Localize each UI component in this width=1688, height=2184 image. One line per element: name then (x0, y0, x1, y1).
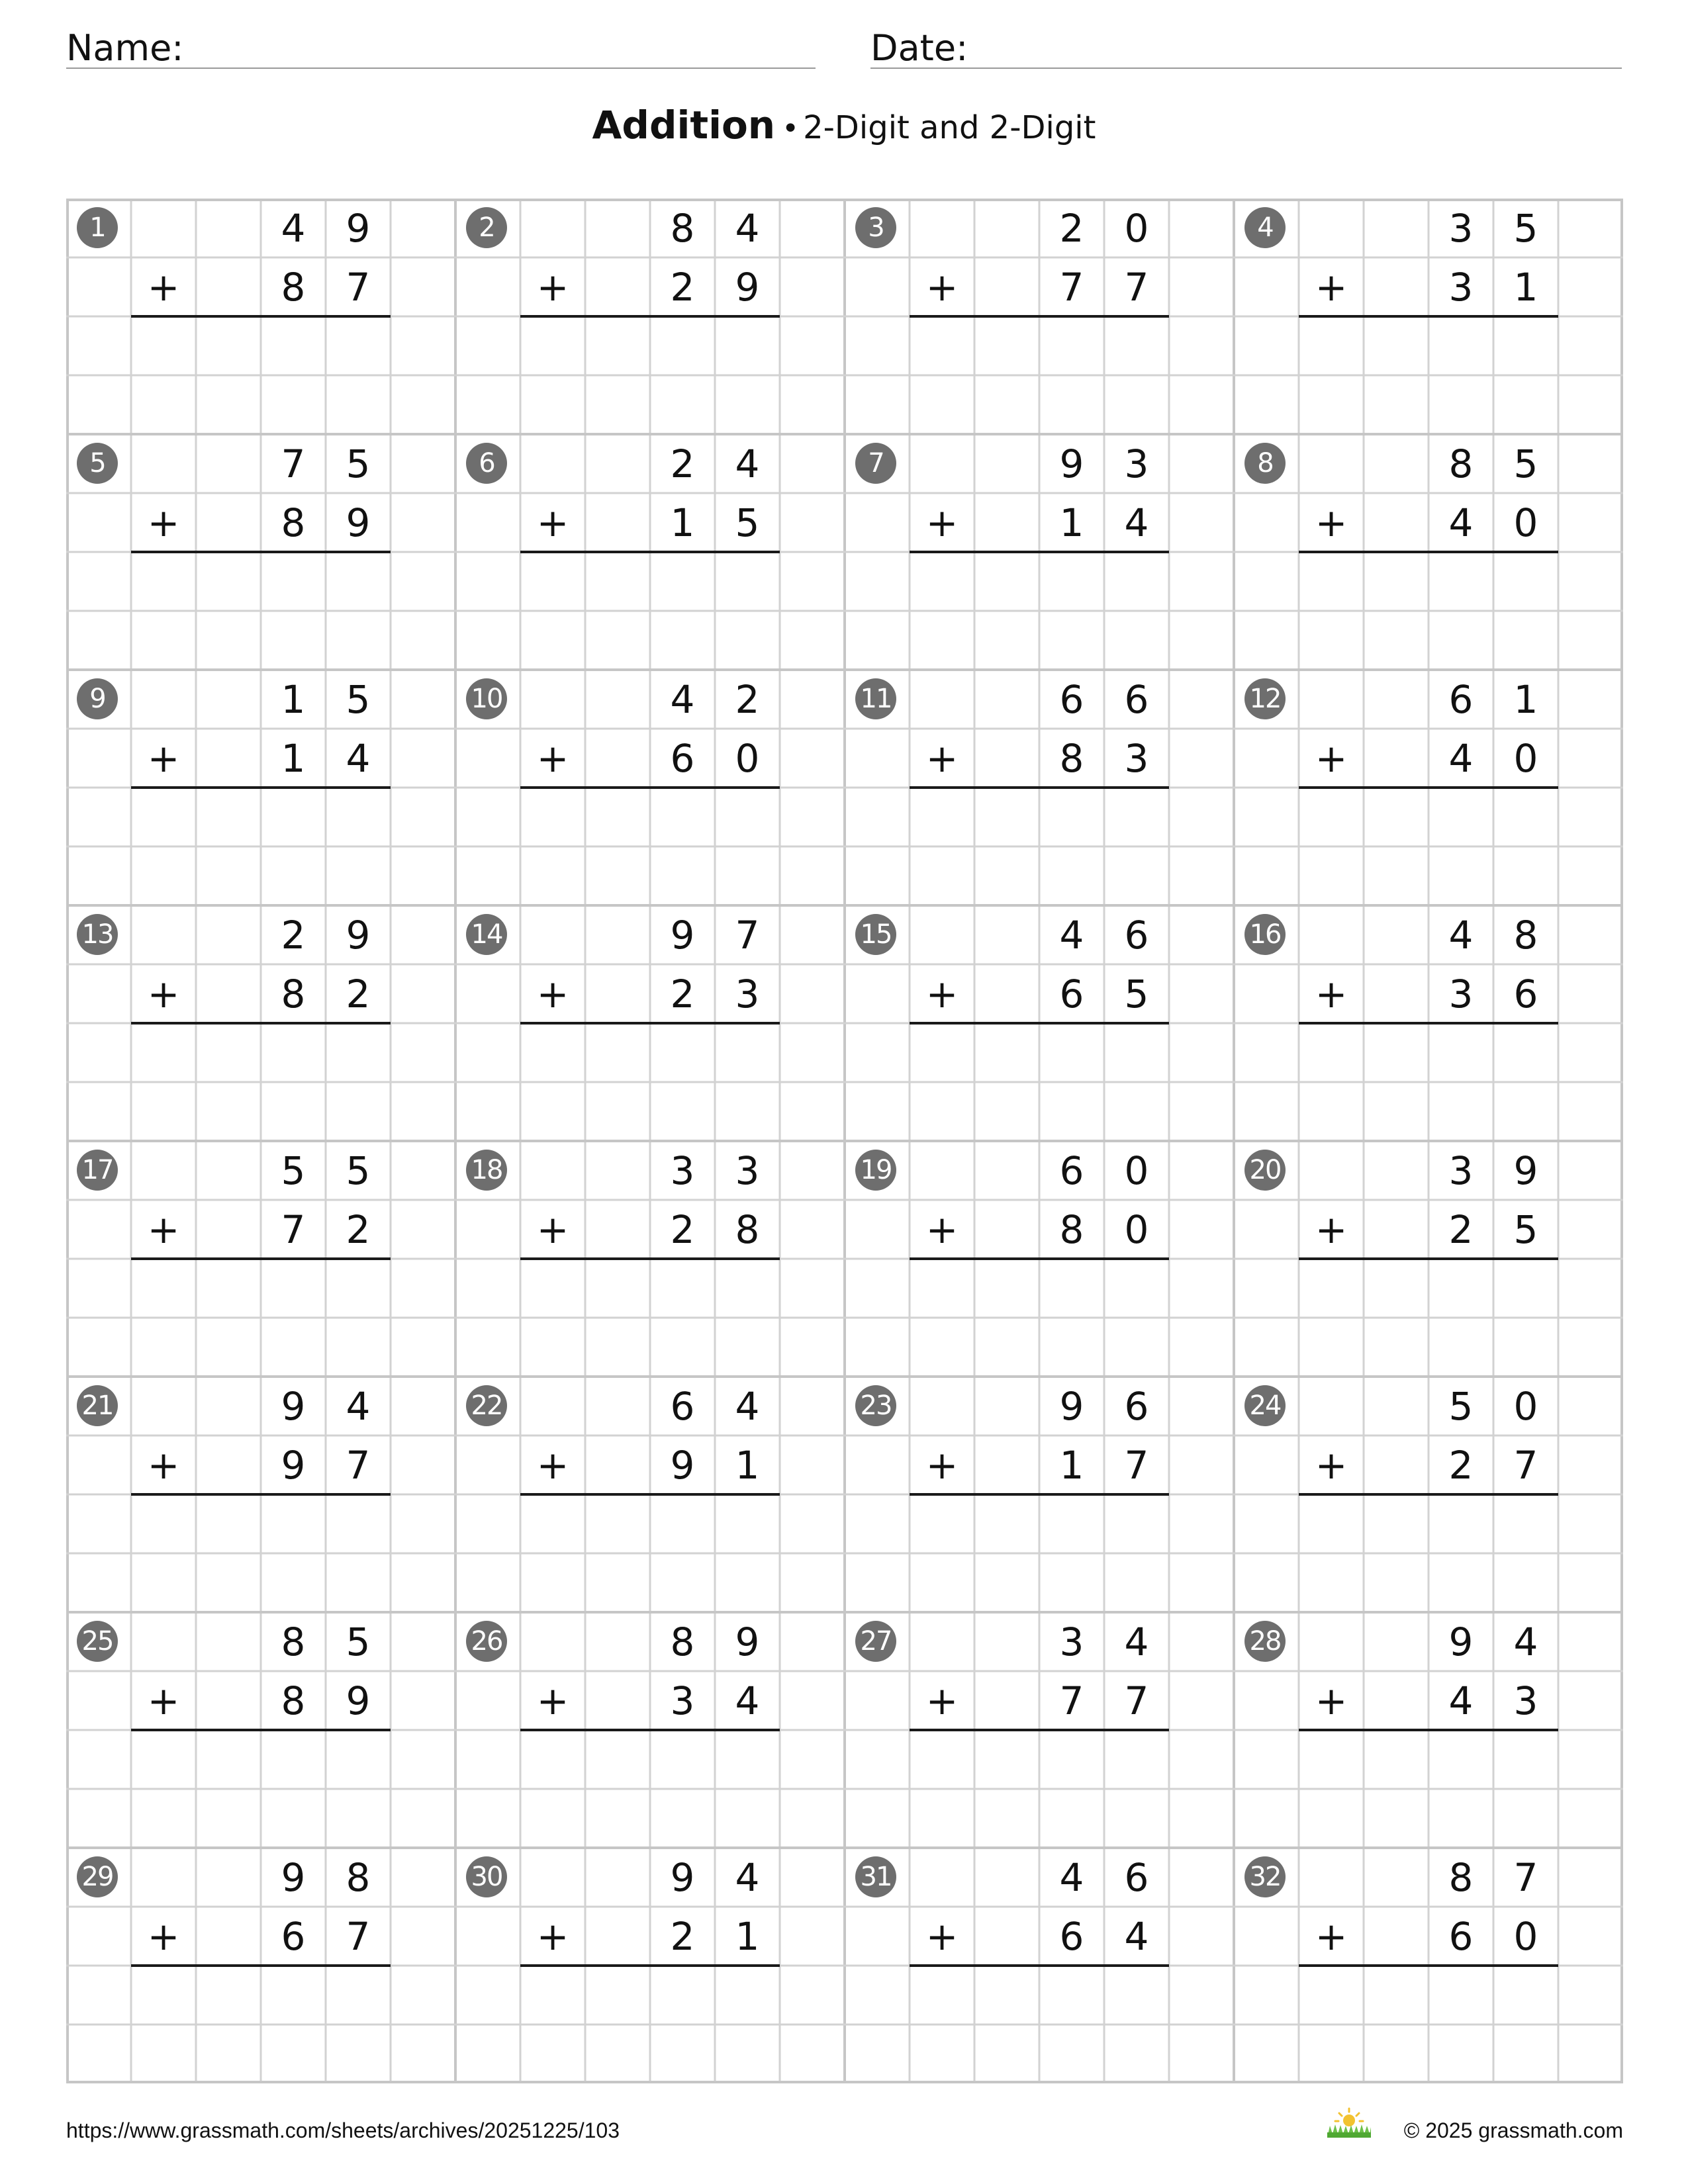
bottom-tens-digit: 2 (670, 971, 695, 1017)
top-tens-digit: 2 (670, 441, 695, 486)
date-label: Date: (870, 27, 968, 69)
name-label: Name: (66, 27, 184, 69)
top-tens-digit: 2 (1059, 205, 1084, 251)
problem-number-badge: 23 (855, 1385, 896, 1426)
problem-number-badge: 21 (77, 1385, 118, 1426)
bottom-ones-digit: 0 (1513, 735, 1538, 781)
top-ones-digit: 6 (1124, 676, 1149, 722)
top-ones-digit: 7 (735, 912, 760, 958)
plus-sign: + (147, 1206, 180, 1252)
problem-number-badge: 1 (77, 207, 118, 248)
plus-sign: + (536, 735, 569, 781)
top-ones-digit: 9 (346, 912, 371, 958)
plus-sign: + (147, 1678, 180, 1723)
date-field[interactable] (870, 20, 1622, 69)
bottom-ones-digit: 7 (346, 1442, 371, 1488)
plus-sign: + (147, 500, 180, 545)
top-tens-digit: 6 (1059, 676, 1084, 722)
bottom-tens-digit: 4 (1448, 1678, 1474, 1723)
bottom-tens-digit: 1 (670, 500, 695, 545)
bottom-ones-digit: 7 (346, 264, 371, 310)
bottom-ones-digit: 6 (1513, 971, 1538, 1017)
top-ones-digit: 4 (1513, 1619, 1538, 1664)
bottom-ones-digit: 4 (346, 735, 371, 781)
bottom-tens-digit: 8 (281, 971, 306, 1017)
title-subtitle: 2-Digit and 2-Digit (803, 109, 1096, 146)
footer-copyright: © 2025 grassmath.com (1403, 2118, 1623, 2142)
top-tens-digit: 4 (1059, 1854, 1084, 1900)
bottom-ones-digit: 0 (1513, 500, 1538, 545)
plus-sign: + (1315, 500, 1348, 545)
bottom-ones-digit: 9 (346, 500, 371, 545)
top-ones-digit: 9 (735, 1619, 760, 1664)
bottom-tens-digit: 9 (670, 1442, 695, 1488)
problem-number-badge: 28 (1244, 1621, 1286, 1662)
top-tens-digit: 3 (670, 1148, 695, 1193)
top-ones-digit: 0 (1124, 205, 1149, 251)
bottom-ones-digit: 7 (1124, 1442, 1149, 1488)
problem-number-badge: 12 (1244, 678, 1286, 719)
top-tens-digit: 7 (281, 441, 306, 486)
top-ones-digit: 2 (735, 676, 760, 722)
bottom-ones-digit: 7 (1124, 264, 1149, 310)
bottom-ones-digit: 1 (735, 1913, 760, 1959)
problem-number-badge: 18 (466, 1150, 507, 1191)
top-ones-digit: 3 (1124, 441, 1149, 486)
bottom-ones-digit: 7 (1124, 1678, 1149, 1723)
plus-sign: + (536, 1678, 569, 1723)
problem-grid (66, 199, 1623, 2085)
top-ones-digit: 5 (346, 676, 371, 722)
top-ones-digit: 5 (1513, 441, 1538, 486)
plus-sign: + (536, 500, 569, 545)
problem-number-badge: 17 (77, 1150, 118, 1191)
problem-number-badge: 19 (855, 1150, 896, 1191)
plus-sign: + (1315, 735, 1348, 781)
title-bullet: • (782, 112, 800, 146)
problem-number-badge: 16 (1244, 914, 1286, 955)
top-ones-digit: 6 (1124, 1854, 1149, 1900)
top-tens-digit: 4 (670, 676, 695, 722)
top-ones-digit: 7 (1513, 1854, 1538, 1900)
top-tens-digit: 2 (281, 912, 306, 958)
bottom-tens-digit: 3 (1448, 971, 1474, 1017)
plus-sign: + (536, 1206, 569, 1252)
bottom-tens-digit: 3 (1448, 264, 1474, 310)
problem-number-badge: 25 (77, 1621, 118, 1662)
top-ones-digit: 1 (1513, 676, 1538, 722)
problem-number-badge: 2 (466, 207, 507, 248)
top-ones-digit: 6 (1124, 1383, 1149, 1429)
plus-sign: + (147, 971, 180, 1017)
bottom-tens-digit: 7 (1059, 1678, 1084, 1723)
bottom-ones-digit: 5 (1124, 971, 1149, 1017)
top-ones-digit: 5 (346, 441, 371, 486)
bottom-ones-digit: 3 (1124, 735, 1149, 781)
top-tens-digit: 3 (1448, 1148, 1474, 1193)
top-tens-digit: 9 (1059, 1383, 1084, 1429)
bottom-ones-digit: 0 (1124, 1206, 1149, 1252)
top-tens-digit: 8 (670, 205, 695, 251)
bottom-ones-digit: 9 (735, 264, 760, 310)
problem-number-badge: 24 (1244, 1385, 1286, 1426)
problem-number-badge: 31 (855, 1856, 896, 1897)
top-tens-digit: 8 (1448, 441, 1474, 486)
grass-sun-logo-icon (1326, 2107, 1372, 2138)
bottom-tens-digit: 8 (281, 264, 306, 310)
problem-number-badge: 22 (466, 1385, 507, 1426)
problem-number-badge: 11 (855, 678, 896, 719)
plus-sign: + (925, 1206, 959, 1252)
bottom-tens-digit: 7 (281, 1206, 306, 1252)
problem-number-badge: 4 (1244, 207, 1286, 248)
plus-sign: + (1315, 1206, 1348, 1252)
plus-sign: + (925, 264, 959, 310)
bottom-tens-digit: 9 (281, 1442, 306, 1488)
top-ones-digit: 6 (1124, 912, 1149, 958)
problem-number-badge: 5 (77, 443, 118, 484)
top-tens-digit: 9 (670, 1854, 695, 1900)
plus-sign: + (536, 1913, 569, 1959)
bottom-tens-digit: 2 (670, 264, 695, 310)
bottom-tens-digit: 8 (1059, 735, 1084, 781)
problem-number-badge: 6 (466, 443, 507, 484)
top-tens-digit: 6 (1059, 1148, 1084, 1193)
bottom-ones-digit: 2 (346, 1206, 371, 1252)
bottom-tens-digit: 1 (281, 735, 306, 781)
problem-number-badge: 30 (466, 1856, 507, 1897)
bottom-tens-digit: 8 (281, 500, 306, 545)
plus-sign: + (1315, 971, 1348, 1017)
top-ones-digit: 4 (735, 1854, 760, 1900)
bottom-ones-digit: 7 (1513, 1442, 1538, 1488)
bottom-tens-digit: 4 (1448, 735, 1474, 781)
top-tens-digit: 3 (1448, 205, 1474, 251)
bottom-tens-digit: 6 (1059, 1913, 1084, 1959)
top-tens-digit: 5 (1448, 1383, 1474, 1429)
bottom-tens-digit: 2 (1448, 1206, 1474, 1252)
top-tens-digit: 1 (281, 676, 306, 722)
top-ones-digit: 8 (346, 1854, 371, 1900)
top-ones-digit: 0 (1124, 1148, 1149, 1193)
problem-number-badge: 3 (855, 207, 896, 248)
top-tens-digit: 5 (281, 1148, 306, 1193)
bottom-ones-digit: 8 (735, 1206, 760, 1252)
bottom-ones-digit: 1 (1513, 264, 1538, 310)
bottom-ones-digit: 9 (346, 1678, 371, 1723)
top-ones-digit: 0 (1513, 1383, 1538, 1429)
plus-sign: + (925, 1442, 959, 1488)
top-tens-digit: 4 (1059, 912, 1084, 958)
top-tens-digit: 4 (1448, 912, 1474, 958)
bottom-tens-digit: 1 (1059, 1442, 1084, 1488)
plus-sign: + (536, 971, 569, 1017)
top-ones-digit: 4 (346, 1383, 371, 1429)
bottom-ones-digit: 2 (346, 971, 371, 1017)
plus-sign: + (925, 971, 959, 1017)
problem-number-badge: 20 (1244, 1150, 1286, 1191)
top-ones-digit: 4 (735, 441, 760, 486)
problem-number-badge: 9 (77, 678, 118, 719)
plus-sign: + (925, 1913, 959, 1959)
bottom-tens-digit: 1 (1059, 500, 1084, 545)
bottom-ones-digit: 5 (735, 500, 760, 545)
bottom-ones-digit: 0 (1513, 1913, 1538, 1959)
top-ones-digit: 5 (1513, 205, 1538, 251)
bottom-tens-digit: 6 (1059, 971, 1084, 1017)
top-ones-digit: 5 (346, 1619, 371, 1664)
plus-sign: + (147, 735, 180, 781)
bottom-tens-digit: 7 (1059, 264, 1084, 310)
plus-sign: + (147, 1442, 180, 1488)
top-ones-digit: 3 (735, 1148, 760, 1193)
problem-number-badge: 13 (77, 914, 118, 955)
plus-sign: + (536, 1442, 569, 1488)
top-ones-digit: 5 (346, 1148, 371, 1193)
bottom-ones-digit: 1 (735, 1442, 760, 1488)
top-tens-digit: 3 (1059, 1619, 1084, 1664)
top-tens-digit: 8 (1448, 1854, 1474, 1900)
top-tens-digit: 4 (281, 205, 306, 251)
problem-number-badge: 14 (466, 914, 507, 955)
top-tens-digit: 8 (670, 1619, 695, 1664)
bottom-ones-digit: 4 (1124, 500, 1149, 545)
footer-url: https://www.grassmath.com/sheets/archives/20251225/103 (66, 2118, 620, 2142)
bottom-ones-digit: 3 (1513, 1678, 1538, 1723)
plus-sign: + (925, 500, 959, 545)
plus-sign: + (925, 1678, 959, 1723)
top-ones-digit: 4 (735, 205, 760, 251)
problem-number-badge: 29 (77, 1856, 118, 1897)
top-tens-digit: 9 (1448, 1619, 1474, 1664)
top-tens-digit: 9 (670, 912, 695, 958)
bottom-ones-digit: 3 (735, 971, 760, 1017)
bottom-tens-digit: 2 (1448, 1442, 1474, 1488)
top-tens-digit: 6 (670, 1383, 695, 1429)
bottom-ones-digit: 0 (735, 735, 760, 781)
bottom-ones-digit: 4 (1124, 1913, 1149, 1959)
problem-number-badge: 8 (1244, 443, 1286, 484)
top-ones-digit: 8 (1513, 912, 1538, 958)
bottom-ones-digit: 7 (346, 1913, 371, 1959)
problem-number-badge: 32 (1244, 1856, 1286, 1897)
name-field[interactable] (66, 20, 816, 69)
bottom-ones-digit: 5 (1513, 1206, 1538, 1252)
bottom-tens-digit: 6 (670, 735, 695, 781)
top-tens-digit: 9 (281, 1854, 306, 1900)
plus-sign: + (147, 264, 180, 310)
plus-sign: + (1315, 1442, 1348, 1488)
bottom-tens-digit: 6 (1448, 1913, 1474, 1959)
top-tens-digit: 9 (1059, 441, 1084, 486)
bottom-tens-digit: 2 (670, 1206, 695, 1252)
worksheet-title (0, 103, 1688, 148)
title-main: Addition (592, 103, 776, 148)
plus-sign: + (1315, 1678, 1348, 1723)
plus-sign: + (1315, 1913, 1348, 1959)
top-ones-digit: 4 (1124, 1619, 1149, 1664)
plus-sign: + (925, 735, 959, 781)
bottom-tens-digit: 8 (281, 1678, 306, 1723)
top-ones-digit: 9 (1513, 1148, 1538, 1193)
bottom-tens-digit: 6 (281, 1913, 306, 1959)
top-ones-digit: 4 (735, 1383, 760, 1429)
bottom-tens-digit: 8 (1059, 1206, 1084, 1252)
bottom-tens-digit: 2 (670, 1913, 695, 1959)
problem-number-badge: 26 (466, 1621, 507, 1662)
plus-sign: + (147, 1913, 180, 1959)
problem-number-badge: 15 (855, 914, 896, 955)
top-tens-digit: 8 (281, 1619, 306, 1664)
top-tens-digit: 6 (1448, 676, 1474, 722)
bottom-tens-digit: 4 (1448, 500, 1474, 545)
bottom-ones-digit: 4 (735, 1678, 760, 1723)
plus-sign: + (536, 264, 569, 310)
problem-number-badge: 10 (466, 678, 507, 719)
problem-number-badge: 7 (855, 443, 896, 484)
problem-number-badge: 27 (855, 1621, 896, 1662)
top-tens-digit: 9 (281, 1383, 306, 1429)
bottom-tens-digit: 3 (670, 1678, 695, 1723)
plus-sign: + (1315, 264, 1348, 310)
top-ones-digit: 9 (346, 205, 371, 251)
